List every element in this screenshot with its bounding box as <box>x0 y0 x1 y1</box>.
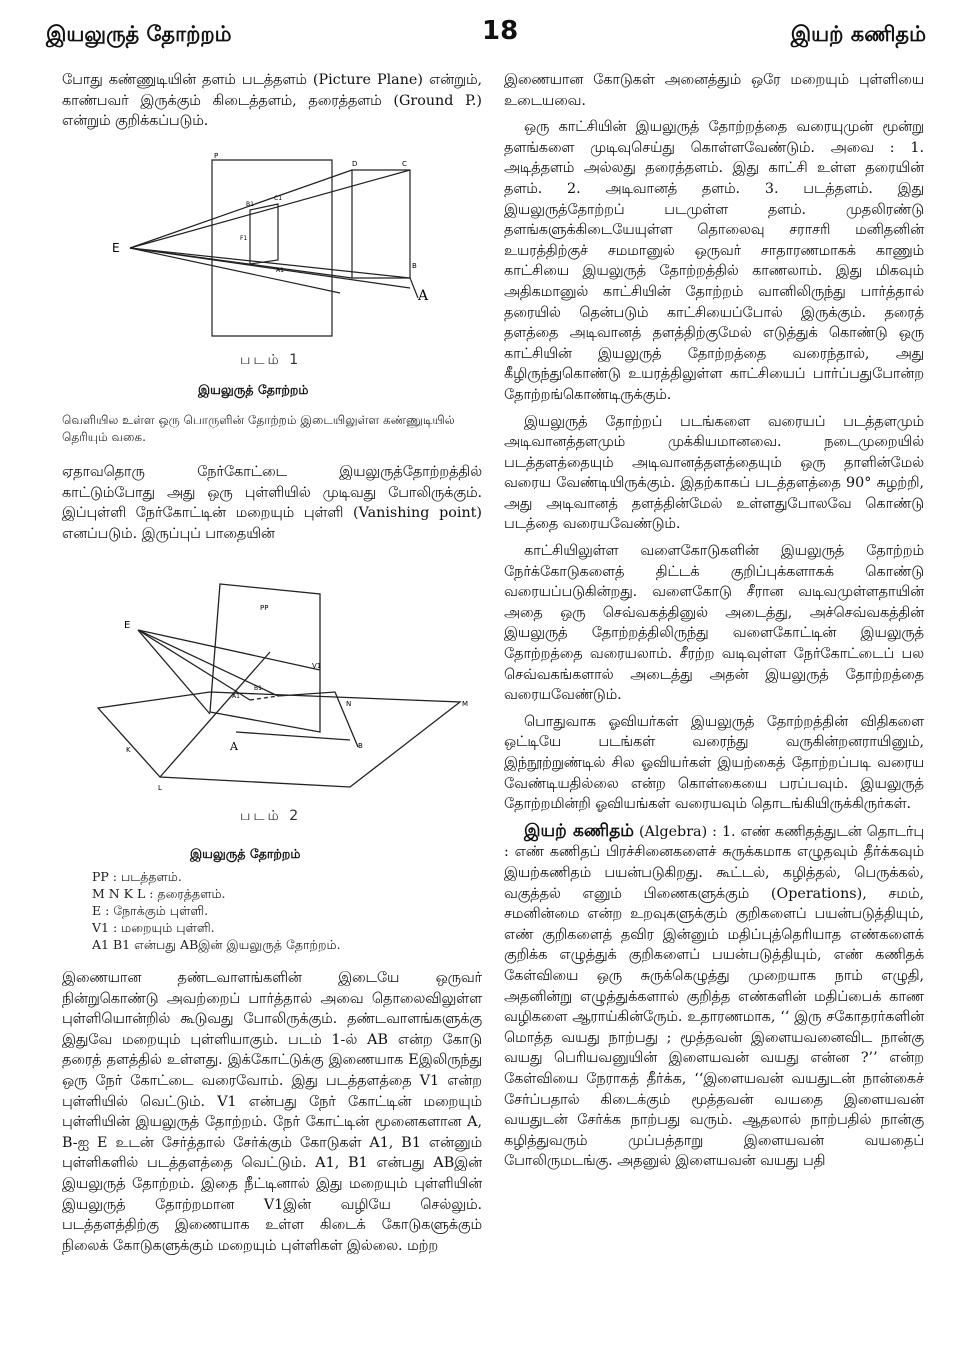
fig1-label-d: D <box>352 160 358 168</box>
figure-1-caption: இயலுருத் தோற்றம் <box>198 382 309 397</box>
fig1-label-f1: F1 <box>240 235 248 242</box>
fig1-label-c: C <box>402 160 407 168</box>
algebra-body: (Algebra) : 1. எண் கணிதத்துடன் தொடர்பு : எண் கணிதப் பிரச்சினைகளைச் சுருக்கமாக எழுதவும் தீர்க்கவும் இயற்கணிதம் பயன்படுகிறது. கூட்டல், கழித்தல், பெருக்கல், வகுத்தல் எனும் பிணைகளுக்கும் (Operations), சமம், சமனின்மை என்ற உறவுகளுக்கும் குறிகளைப் பயன்படுத்தியும், எண் குறிகளைத் தவிர இன்னும் மதிப்புத்தெரியாத எண்களைக் குறிக்க எழுத்துக் குறிகளைப் பயன்படுத்தியும், எண் கணிதக் கேள்வியை ஒரு சுருக்கெழுத்து முறையாக நாம் எழுதி, அதனின்று எழுத்துக்களால் குறித்த எண்களின் மதிப்பைக் காண வழிகளை ஆராய்கின்ருேம். உதாரணமாக, ‘‘ இரு சகோதரர்களின் மொத்த வயது நாற்பது ; மூத்தவன் இளையவனைவிட நான்கு வயது பெரியவனுயின் இளையவன் வயது என்ன ?’’ என்ற கேள்வியை நேராகத் தீர்க்க, ‘‘இளையவன் வயதுடன் நான்கைச் சேர்ப்பதால் கிடைக்கும் மூத்தவன் வயதை இளையவன் வயதுடன் சேர்க்க நாற்பது வரும். ஆதலால் நாற்பதில் நான்கு கழித்துவரும் முப்பத்தாறு இளையவன் வயதைப் போலிருமடங்கு. அதனுல் இளையவன் வயது பதி <box>504 823 924 1170</box>
figure-2-label: படம் 2 <box>240 808 302 824</box>
vanishing-paragraph: ஏதாவதொரு நேர்கோட்டை இயலுருத்தோற்றத்தில் காட்டும்போது அது ஒரு புள்ளியில் முடிவது போலிருக்கும். இப்புள்ளி நேர்கோட்டின் மறையும் புள்ளி (Vanishing point) எனப்படும். இருப்புப் பாதையின் <box>62 464 482 542</box>
fig1-label-e: E <box>112 241 120 255</box>
figure-1-description: வெளியில உள்ள ஒரு பொருளின் தோற்றம் இடையிலுள்ள கண்ணுடியில் தெரியும் வகை. <box>62 413 455 444</box>
figure-2-drawing <box>90 572 480 812</box>
fig2-label-v1: V1 <box>312 662 322 670</box>
fig2-label-n: N <box>346 700 352 708</box>
fig2-label-k: K <box>126 746 131 754</box>
rails-paragraph: இணையான தண்டவாளங்களின் இடையே ஒருவர் நின்றுகொண்டு அவற்றைப் பார்த்தால் அவை தொலைவிலுள்ள புள்ளியொன்றில் கூடுவது போலிருக்கும். தண்டவாளங்களுக்கு இதுவே மறையும் புள்ளியாகும். படம் 1-ல் AB என்ற கோடு தரைத் தளத்தில் உள்ளது. இக்கோட்டுக்கு இணையாக Eஇலிருந்து ஒரு நேர் கோட்டை வரைவோம். இது படத்தளத்தை V1 என்ற புள்ளியில் வெட்டும். V1 என்பது நேர் கோட்டின் மறையும் புள்ளியின் இயலுருத் தோற்றம். நேர் கோட்டின் மூனைகளான A, B-ஐ E உடன் சேர்த்தால் சேர்க்கும் கோடுகள் A1, B1 என்னும் புள்ளிகளில் படத்தளத்தை வெட்டும். A1, B1 என்பது ABஇன் இயலுருத் தோற்றம். இதை நீட்டினால் இது மறையும் புள்ளியின் இயலுருத் தோற்றமான V1இன் வழியே செல்லும். படத்தளத்திற்கு இணையாக உள்ள கிடைக் கோடுகளுக்கும் நிலைக் கோடுகளுக்கும் மறையும் புள்ளிகள் இல்லை. மற்ற <box>62 970 482 1254</box>
fig1-label-b1: B1 <box>246 201 254 208</box>
figure-2-caption: இயலுருத் தோற்றம் <box>190 846 301 861</box>
fig2-label-a: A <box>230 740 238 753</box>
fig2-label-pp: PP <box>260 604 269 612</box>
right-paragraph-5: பொதுவாக ஓவியர்கள் இயலுருத் தோற்றத்தின் விதிகளை ஒட்டியே படங்கள் வரைந்து வருகின்றனராயினும், இந்நூற்றுண்டில் சில ஓவியர்கள் இயற்கைத் தோற்றப்படி வரைய வேண்டியதில்லை என்ற கொள்கையை பரப்பவும். இயலுருத் தோற்றமின்றி ஓவியங்கள் வரையவும் தொடங்கியிருக்கிருர்கள். <box>504 713 924 813</box>
running-title-left: இயலுருத் தோற்றம் <box>46 22 232 46</box>
right-paragraph-1: இணையான கோடுகள் அனைத்தும் ஒரே மறையும் புள்ளியை உடையவை. <box>504 72 924 109</box>
right-column <box>504 70 924 1178</box>
running-title-right: இயற் கணிதம் <box>790 22 926 46</box>
right-paragraph-4: காட்சியிலுள்ள வளைகோடுகளின் இயலுருத் தோற்றம் நேர்க்கோடுகளைத் திட்டக் குறிப்புக்களாகக் கொண்டு வரையப்படுகின்றது. வளைகோடு சீரான வடிவமுள்ளதாயின் அதை ஒரு செவ்வகத்தினுல் அடைத்து, அச்செவ்வகத்தின் இயலுருத் தோற்றத்திலிருந்து வளைகோட்டின் இயலுருத் தோற்றத்தை வரையலாம். சீரற்ற வடிவுள்ள நேர்கோட்டைப் பல செவ்வகங்களால் அடைத்து அதன் இயலுருத் தோற்றத்தை வரையவேண்டும். <box>504 543 924 704</box>
fig2-label-a1: A1 <box>232 693 240 700</box>
fig1-label-p: P <box>214 152 219 160</box>
intro-paragraph: போது கண்ணுடியின் தளம் படத்தளம் (Picture Plane) என்றும், காண்பவர் இருக்கும் கிடைத்தளம், தரைத்தளம் (Ground P.) என்றும் குறிக்கப்படும். <box>62 72 482 130</box>
legend-item: PP : படத்தளம். <box>92 869 182 884</box>
legend-item: V1 : மறையும் புள்ளி. <box>92 920 215 935</box>
figure-2-legend <box>92 868 341 953</box>
right-paragraph-3: இயலுருத் தோற்றப் படங்களை வரையப் படத்தளமும் அடிவானத்தளமும் முக்கியமானவை. நடைமுறையில் படத்தளத்தையும் அடிவானத்தளத்தையும் ஒரு தாளின்மேல் வரைய வேண்டியிருக்கும். இதற்காகப் படத்தளத்தை 90° சுழற்றி, அது அடிவானத் தளத்தின்மேல் உள்ளதுபோலவே கொண்டு படத்தை வரையவேண்டும். <box>504 413 924 533</box>
algebra-entry <box>504 821 924 1172</box>
legend-item: A1 B1 என்பது ABஇன் இயலுருத் தோற்றம். <box>92 937 341 952</box>
right-paragraph-2: ஒரு காட்சியின் இயலுருத் தோற்றத்தை வரையுமுன் மூன்று தளங்களை முடிவுசெய்து கொள்ளவேண்டும். அவை : 1. அடித்தளம் அல்லது தரைத்தளம். இது காட்சி உள்ள தரையின் தளம். 2. அடிவானத் தளம். 3. படத்தளம். இது இயலுருத்தோற்றப் படமுள்ள தளம். முதலிரண்டு தளங்களுக்கிடையேயுள்ள தொலைவு சராசரி மனிதனின் உயரத்திற்குச் சமமானுல் ஒருவர் சாதாரணமாகக் காணும் காட்சியை இயலுருத் தோற்றத்தில் காணலாம். இது மிகவும் அதிகமானுல் காட்சியின் தோற்றம் வானிலிருந்து பார்த்தால் தரையில் தென்படும் காட்சியைப்போல் இருக்கும். தரைத் தளத்தை அடிவானத் தளத்திற்குமேல் எடுத்துக் கொண்டு ஒரு காட்சியின் இயலுருத் தோற்றத்தை வரைந்தால், அது கீழிருந்துகொண்டு உயரத்திலுள்ள காட்சியைப் பார்ப்பதுபோன்ற தோற்றங்கொண்டிருக்கும். <box>504 119 924 403</box>
fig2-label-l: L <box>158 784 162 792</box>
fig1-label-a1: A1 <box>276 267 284 274</box>
figure-2 <box>90 572 480 812</box>
fig2-label-b: B <box>358 742 363 750</box>
left-bottom-text <box>62 968 482 1262</box>
legend-item: M N K L : தரைத்தளம். <box>92 886 226 901</box>
fig2-label-b1: B1 <box>254 685 262 692</box>
page-number: 18 <box>482 16 519 46</box>
figure-1-drawing <box>100 148 460 348</box>
fig1-label-c1: C1 <box>274 195 283 202</box>
page-header <box>46 14 926 54</box>
left-vanishing-text <box>62 462 482 550</box>
fig2-label-m: M <box>462 700 469 708</box>
left-intro <box>62 70 482 138</box>
algebra-headword: இயற் கணிதம் <box>524 820 634 841</box>
figure-1-label: படம் 1 <box>240 352 302 368</box>
legend-item: E : நோக்கும் புள்ளி. <box>92 903 209 918</box>
figure-1 <box>100 148 460 348</box>
fig1-label-b: B <box>412 262 417 270</box>
fig2-label-e: E <box>124 620 131 631</box>
fig1-label-a: A <box>418 288 429 304</box>
